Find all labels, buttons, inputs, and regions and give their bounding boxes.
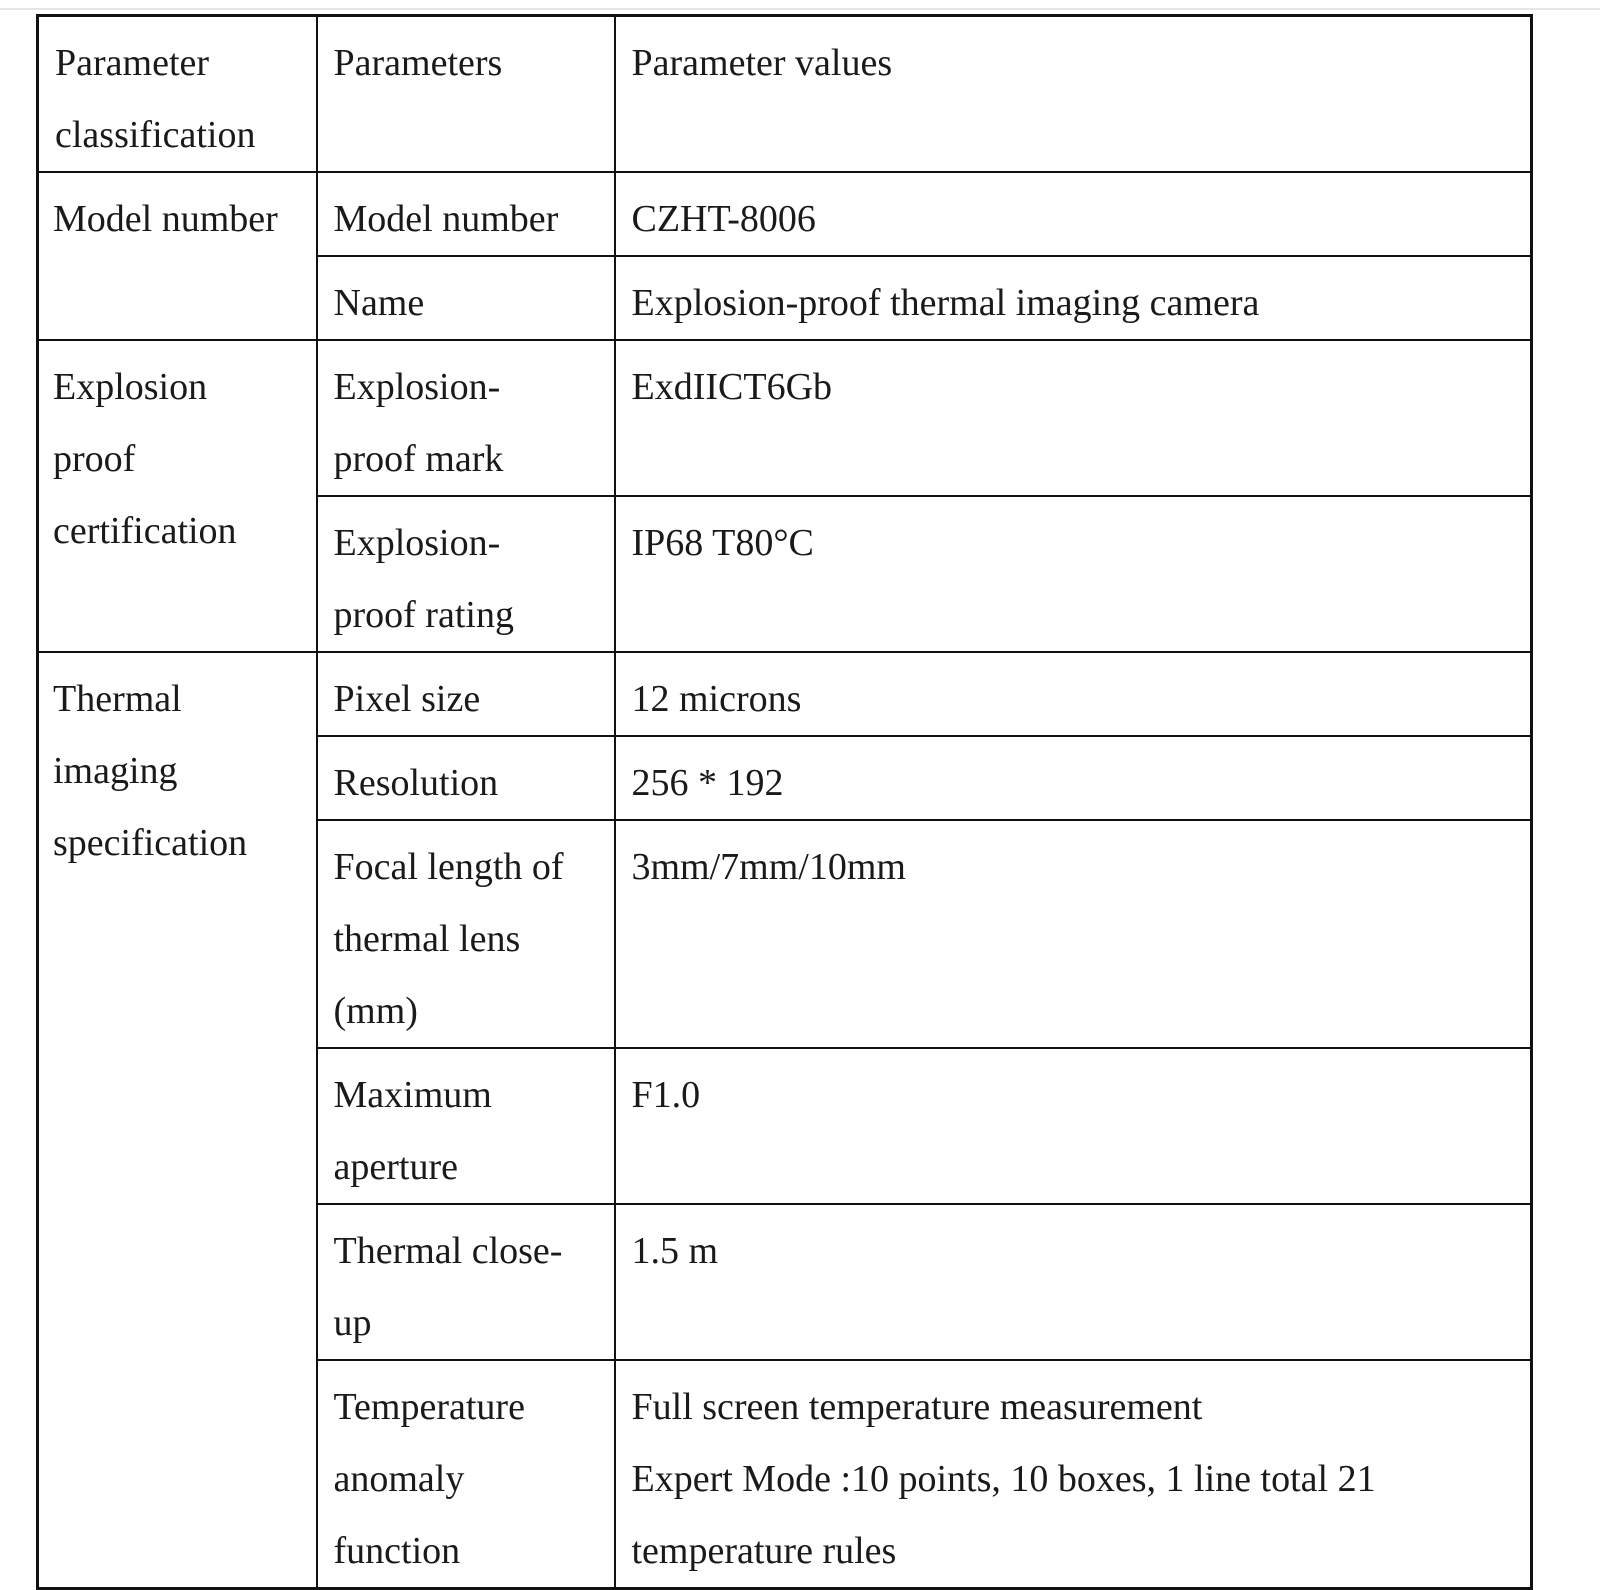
parameter-cell: Explosion- proof rating: [317, 496, 615, 652]
parameter-cell: Resolution: [317, 736, 615, 820]
table-row: [38, 340, 1532, 496]
value-cell: 12 microns: [615, 652, 1532, 736]
parameter-cell: Thermal close- up: [317, 1204, 615, 1360]
parameter-cell: Focal length of thermal lens (mm): [317, 820, 615, 1048]
value-cell: 1.5 m: [615, 1204, 1532, 1360]
header-parameter-values: Parameter values: [615, 16, 1532, 173]
category-explosion-proof-certification: Explosion proof certification: [38, 340, 317, 652]
table-row: [38, 172, 1532, 256]
parameter-cell: Pixel size: [317, 652, 615, 736]
table-row: [38, 652, 1532, 736]
value-cell: Explosion-proof thermal imaging camera: [615, 256, 1532, 340]
header-parameters: Parameters: [317, 16, 615, 173]
value-cell: IP68 T80°C: [615, 496, 1532, 652]
value-cell: ExdIICT6Gb: [615, 340, 1532, 496]
parameter-cell: Explosion- proof mark: [317, 340, 615, 496]
parameter-cell: Model number: [317, 172, 615, 256]
value-cell: 256 * 192: [615, 736, 1532, 820]
top-divider: [0, 8, 1600, 10]
value-cell: CZHT-8006: [615, 172, 1532, 256]
value-cell: 3mm/7mm/10mm: [615, 820, 1532, 1048]
header-parameter-classification: Parameter classification: [38, 16, 317, 173]
parameter-cell: Temperature anomaly function: [317, 1360, 615, 1589]
category-thermal-imaging-specification: Thermal imaging specification: [38, 652, 317, 1589]
category-model-number: Model number: [38, 172, 317, 340]
table-header-row: [38, 16, 1532, 173]
parameter-table: [36, 14, 1533, 1590]
value-cell: Full screen temperature measurement Expert Mode :10 points, 10 boxes, 1 line total 21 temperature rules: [615, 1360, 1532, 1589]
parameter-cell: Maximum aperture: [317, 1048, 615, 1204]
value-cell: F1.0: [615, 1048, 1532, 1204]
parameter-cell: Name: [317, 256, 615, 340]
